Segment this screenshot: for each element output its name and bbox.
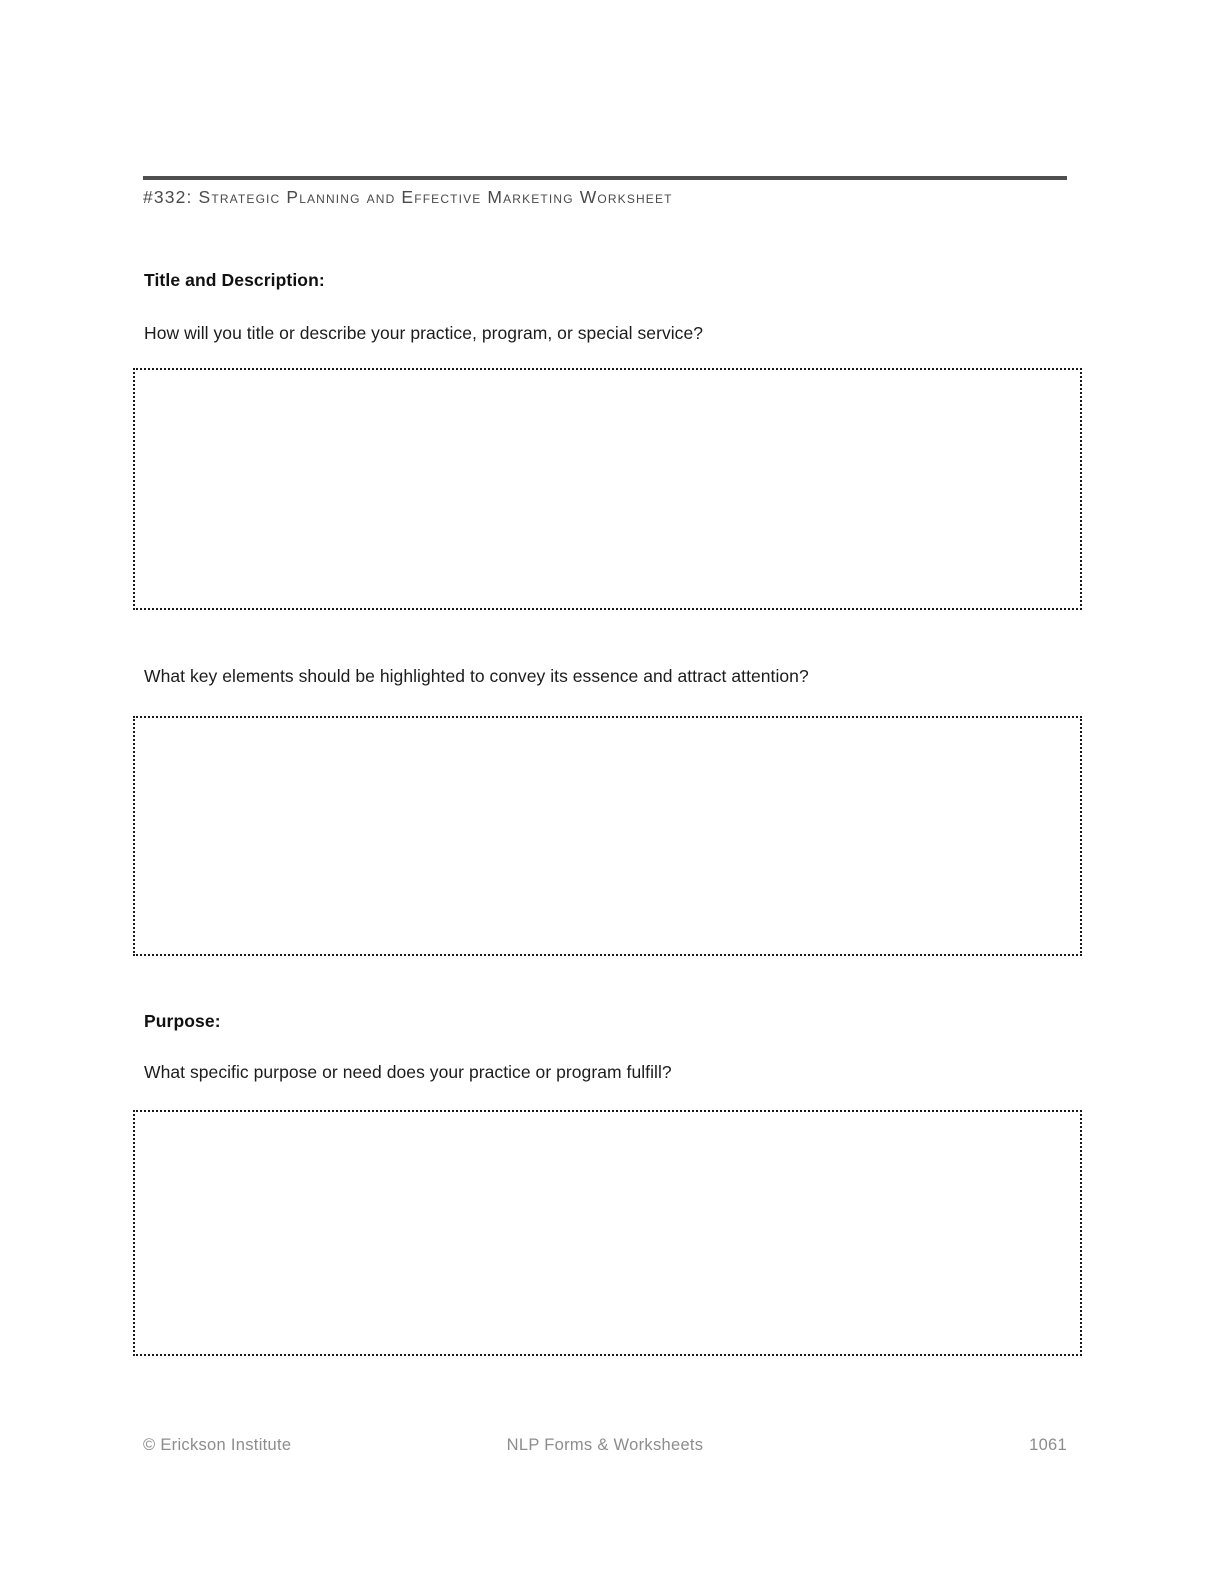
page-title: #332: Strategic Planning and Effective Marketing Worksheet — [143, 187, 673, 207]
question-key-elements: What key elements should be highlighted to convey its essence and attract attention? — [144, 666, 809, 686]
answer-box-key-elements[interactable] — [133, 716, 1082, 956]
footer-page-number: 1061 — [1029, 1436, 1067, 1454]
footer-document-title: NLP Forms & Worksheets — [506, 1436, 704, 1454]
page-footer — [143, 1436, 1067, 1460]
footer-copyright: © Erickson Institute — [143, 1436, 292, 1454]
question-title-describe: How will you title or describe your practice, program, or special service? — [144, 323, 704, 343]
header-rule — [143, 176, 1067, 180]
section-heading-title-and-description: Title and Description: — [144, 270, 325, 290]
answer-box-specific-purpose[interactable] — [133, 1110, 1082, 1356]
answer-box-title-describe[interactable] — [133, 368, 1082, 610]
question-specific-purpose: What specific purpose or need does your practice or program fulfill? — [144, 1062, 672, 1082]
section-heading-purpose: Purpose: — [144, 1011, 221, 1031]
